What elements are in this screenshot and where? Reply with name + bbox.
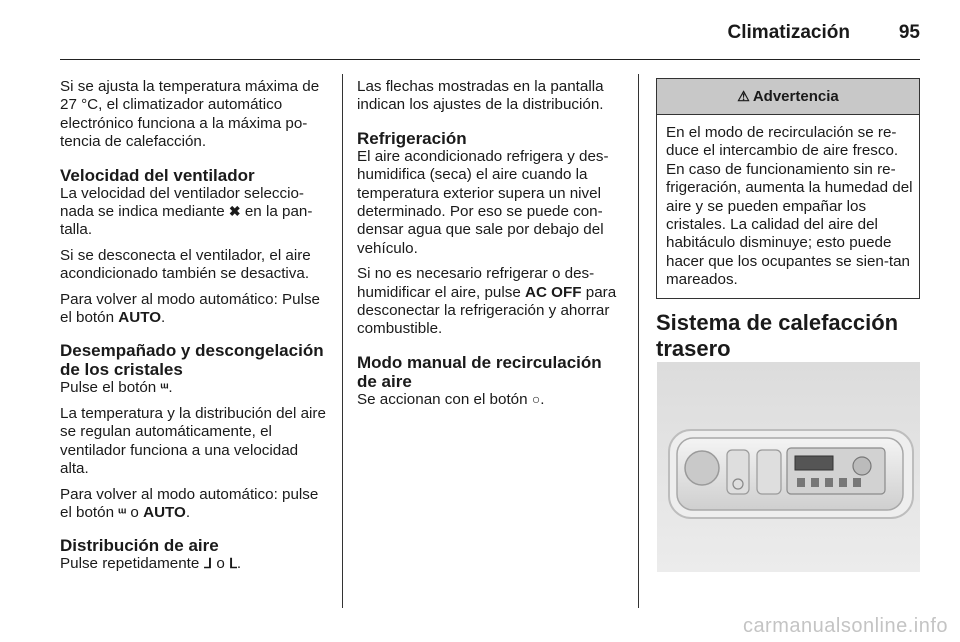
middle-column [357,78,623,416]
text-span: Si no es necesario refrigerar o des-humidificar el aire, pulse [357,265,595,301]
auto-label: AUTO [143,503,186,521]
column-divider [638,74,639,608]
text-span: o [216,555,225,573]
cooling-paragraph: El aire acondicionado refrigera y des-humidifica (seca) el aire cuando la temperatura exterior supera un nivel determinado. Por eso se puede con-densar agua que sale por debajo del vehículo. [357,147,609,257]
text-span: Pulse el botón [60,379,157,397]
ac-off-label: AC OFF [525,283,582,301]
text-span: . [540,390,545,408]
text-span: en la pan-talla. [60,203,313,239]
column-divider [342,74,343,608]
distribution-arrows-paragraph: Las flechas mostradas en la pantalla indican los ajustes de la distribución. [357,78,604,114]
warning-box [656,78,920,299]
rear-heating-panel-illustration [657,362,920,572]
text-span: . [168,379,173,397]
text-span: . [236,555,242,573]
fan-paragraph [60,185,328,240]
text-span: Para volver al modo automático: Pulse el botón [60,290,321,327]
recirculation-paragraph [357,391,623,409]
watermark: carmanualsonline.info [742,615,948,637]
air-distribution-icon: ᒪ [229,555,237,572]
recirculation-icon: ○ [531,390,541,407]
section-heading-recirculation: Modo manual de recirculación de aire [357,352,602,391]
warning-title: Advertencia [752,88,839,105]
section-heading-fan-speed: Velocidad del ventilador [60,165,255,185]
intro-paragraph: Si se ajusta la temperatura máxima de 27 °C, el climatizador automático electrónico funciona a la máxima po-tencia de calefacción. [60,78,320,151]
text-span: . [185,503,191,521]
auto-label: AUTO [118,309,162,327]
section-heading-defog: Desempañado y descongelación de los cristales [60,341,324,380]
text-span: . [161,309,166,327]
windshield-defrost-icon: ᵚ [160,379,169,396]
defog-auto-paragraph: La temperatura y la distribución del aire se regulan automáticamente, el ventilador funciona a una velocidad alta. [60,404,326,478]
warning-triangle-icon: ⚠ [737,88,750,104]
defog-return-paragraph [60,486,328,523]
ac-off-paragraph [357,265,623,339]
left-column [60,78,328,581]
page-number: 95 [898,22,920,43]
text-span: para desconectar la refrigeración y ahorrar combustible. [357,283,617,338]
warning-body: En el modo de recirculación se re-duce el intercambio de aire fresco. En caso de funcionamiento sin re-frigeración, aumenta la humedad del aire y se pueden empañar los cristales. La calidad del aire del habitáculo disminuye; esto puede hacer que los ocupantes se sien-tan mareados. [666,124,913,289]
text-span: o [130,503,139,521]
defog-paragraph [60,379,328,397]
auto-mode-paragraph [60,291,328,328]
warning-header [657,79,919,115]
text-span: Para volver al modo automático: pulse el botón [60,485,319,521]
section-heading-rear-heating: Sistema de calefacción trasero [656,309,899,361]
text-span: Pulse repetidamente [60,555,200,573]
distribution-paragraph [60,555,328,573]
fan-off-paragraph: Si se desconecta el ventilador, el aire acondicionado también se desactiva. [60,246,311,283]
section-heading-distribution: Distribución de aire [60,536,219,556]
rear-heating-panel-photo [657,362,920,572]
page-header [60,20,920,60]
page-title: Climatización [727,22,850,43]
windshield-defrost-icon: ᵚ [118,503,127,520]
air-distribution-icon: ᒧ [203,555,213,572]
text-span: Se accionan con el botón [357,390,528,408]
fan-icon: ✖ [228,203,241,220]
text-span: La velocidad del ventilador seleccio-nada se indica mediante [60,184,304,221]
right-column [656,78,920,362]
section-heading-cooling: Refrigeración [357,128,467,148]
